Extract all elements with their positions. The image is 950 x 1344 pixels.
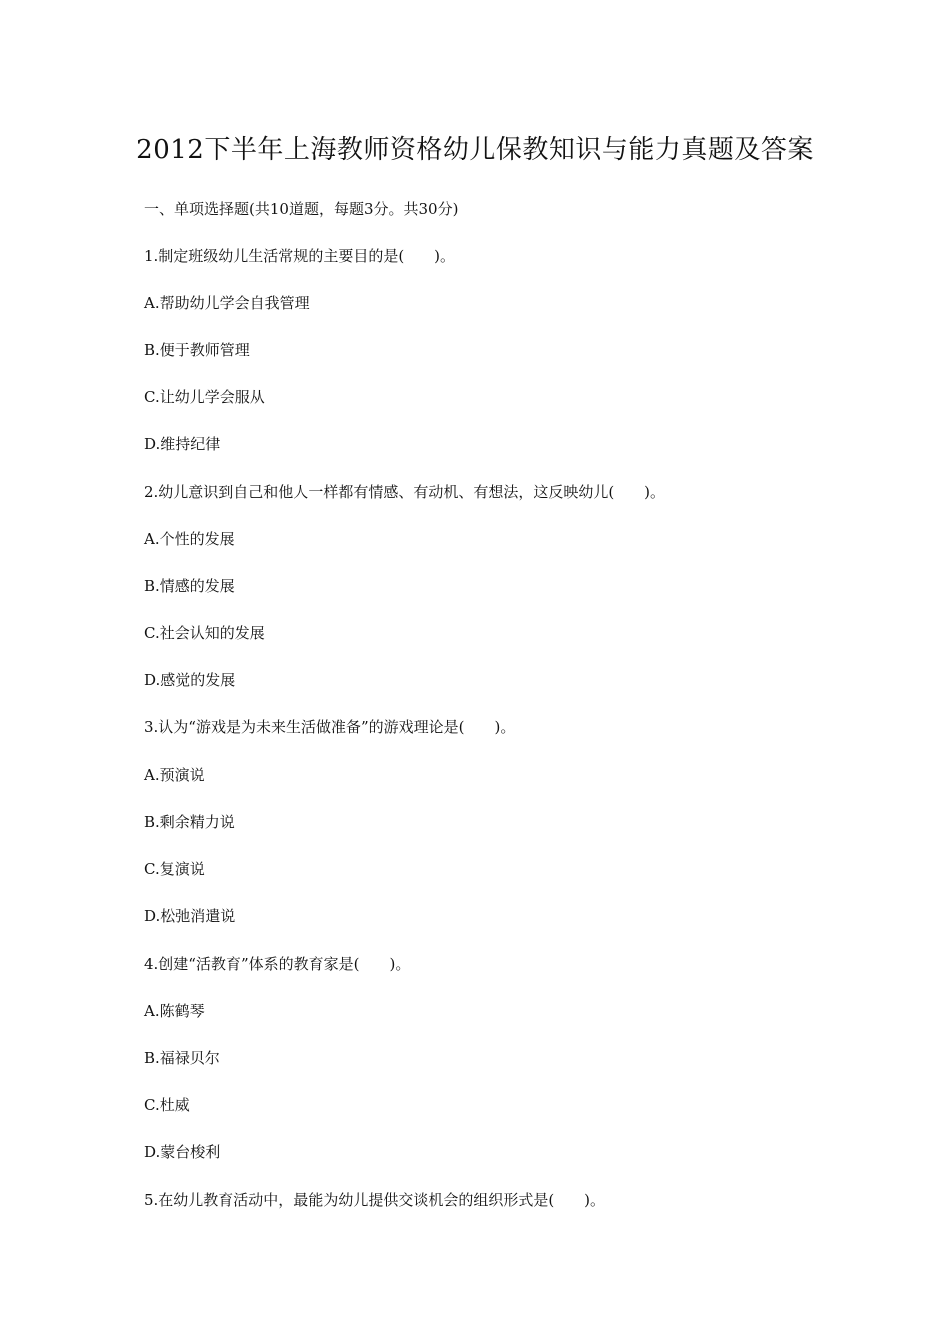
question-1-option-d: D.维持纪律 [144, 435, 221, 453]
question-3-option-a: A.预演说 [144, 766, 205, 784]
question-2-stem: 2.幼儿意识到自己和他人一样都有情感、有动机、有想法，这反映幼儿( )。 [144, 483, 666, 501]
question-3-option-b: B.剩余精力说 [144, 813, 235, 831]
question-2-option-c: C.社会认知的发展 [144, 624, 265, 642]
question-2-option-d: D.感觉的发展 [144, 671, 236, 689]
question-3-option-c: C.复演说 [144, 860, 205, 878]
question-4-stem: 4.创建“活教育”体系的教育家是( )。 [144, 955, 411, 973]
question-1-option-c: C.让幼儿学会服从 [144, 388, 265, 406]
question-2-option-b: B.情感的发展 [144, 577, 235, 595]
question-4-option-a: A.陈鹤琴 [144, 1002, 205, 1020]
question-2-option-a: A.个性的发展 [144, 530, 235, 548]
question-1-option-b: B.便于教师管理 [144, 341, 250, 359]
question-5-stem: 5.在幼儿教育活动中，最能为幼儿提供交谈机会的组织形式是( )。 [144, 1191, 606, 1209]
question-3-option-d: D.松弛消遣说 [144, 907, 236, 925]
document-title: 2012下半年上海教师资格幼儿保教知识与能力真题及答案 [136, 135, 814, 165]
question-1-stem: 1.制定班级幼儿生活常规的主要目的是( )。 [144, 247, 456, 265]
section-heading: 一、单项选择题(共10道题，每题3分。共30分) [144, 200, 459, 218]
question-4-option-b: B.福禄贝尔 [144, 1049, 220, 1067]
question-3-stem: 3.认为“游戏是为未来生活做准备”的游戏理论是( )。 [144, 718, 516, 736]
question-1-option-a: A.帮助幼儿学会自我管理 [144, 294, 310, 312]
question-4-option-c: C.杜威 [144, 1096, 190, 1114]
question-4-option-d: D.蒙台梭利 [144, 1143, 221, 1161]
